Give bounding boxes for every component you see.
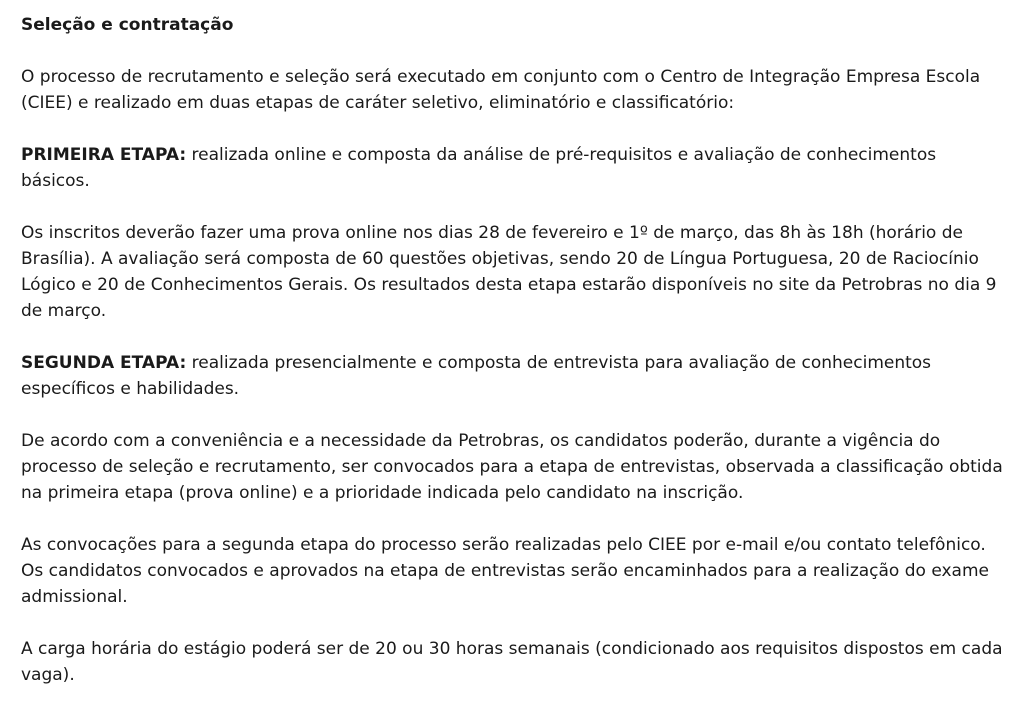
exam-details-paragraph: Os inscritos deverão fazer uma prova online nos dias 28 de fevereiro e 1º de março, das 8h às 18h (horário de Brasília). A avaliação será composta de 60 questões objetivas, sendo 20 de Língua Portuguesa, 20 de Raciocínio Lógico e 20 de Conhecimentos Gerais. Os resultados desta etapa estarão disponíveis no site da Petrobras no dia 9 de março. — [21, 223, 997, 321]
document-body — [21, 12, 1005, 714]
stage2-text: realizada presencialmente e composta de entrevista para avaliação de conhecimentos específicos e habilidades. — [21, 353, 932, 399]
stage2-paragraph — [21, 350, 1005, 402]
stage1-label: PRIMEIRA ETAPA: — [21, 145, 187, 165]
intro-paragraph: O processo de recrutamento e seleção será executado em conjunto com o Centro de Integração Empresa Escola (CIEE) e realizado em duas etapas de caráter seletivo, eliminatório e classificatório: — [21, 67, 981, 113]
convocations-paragraph: As convocações para a segunda etapa do processo serão realizadas pelo CIEE por e-mail e/ou contato telefônico. Os candidatos convocados e aprovados na etapa de entrevistas serão encaminhados para a realização do exame admissional. — [21, 535, 989, 607]
stage1-paragraph — [21, 142, 1005, 194]
stage2-label: SEGUNDA ETAPA: — [21, 353, 187, 373]
convenience-paragraph: De acordo com a conveniência e a necessidade da Petrobras, os candidatos poderão, durante a vigência do processo de seleção e recrutamento, ser convocados para a etapa de entrevistas, observada a classificação obtida na primeira etapa (prova online) e a prioridade indicada pelo candidato na inscrição. — [21, 431, 1003, 503]
stage1-text: realizada online e composta da análise de pré-requisitos e avaliação de conhecimentos básicos. — [21, 145, 937, 191]
workload-paragraph: A carga horária do estágio poderá ser de 20 ou 30 horas semanais (condicionado aos requisitos dispostos em cada vaga). — [21, 639, 1003, 685]
section-title: Seleção e contratação — [21, 15, 234, 35]
